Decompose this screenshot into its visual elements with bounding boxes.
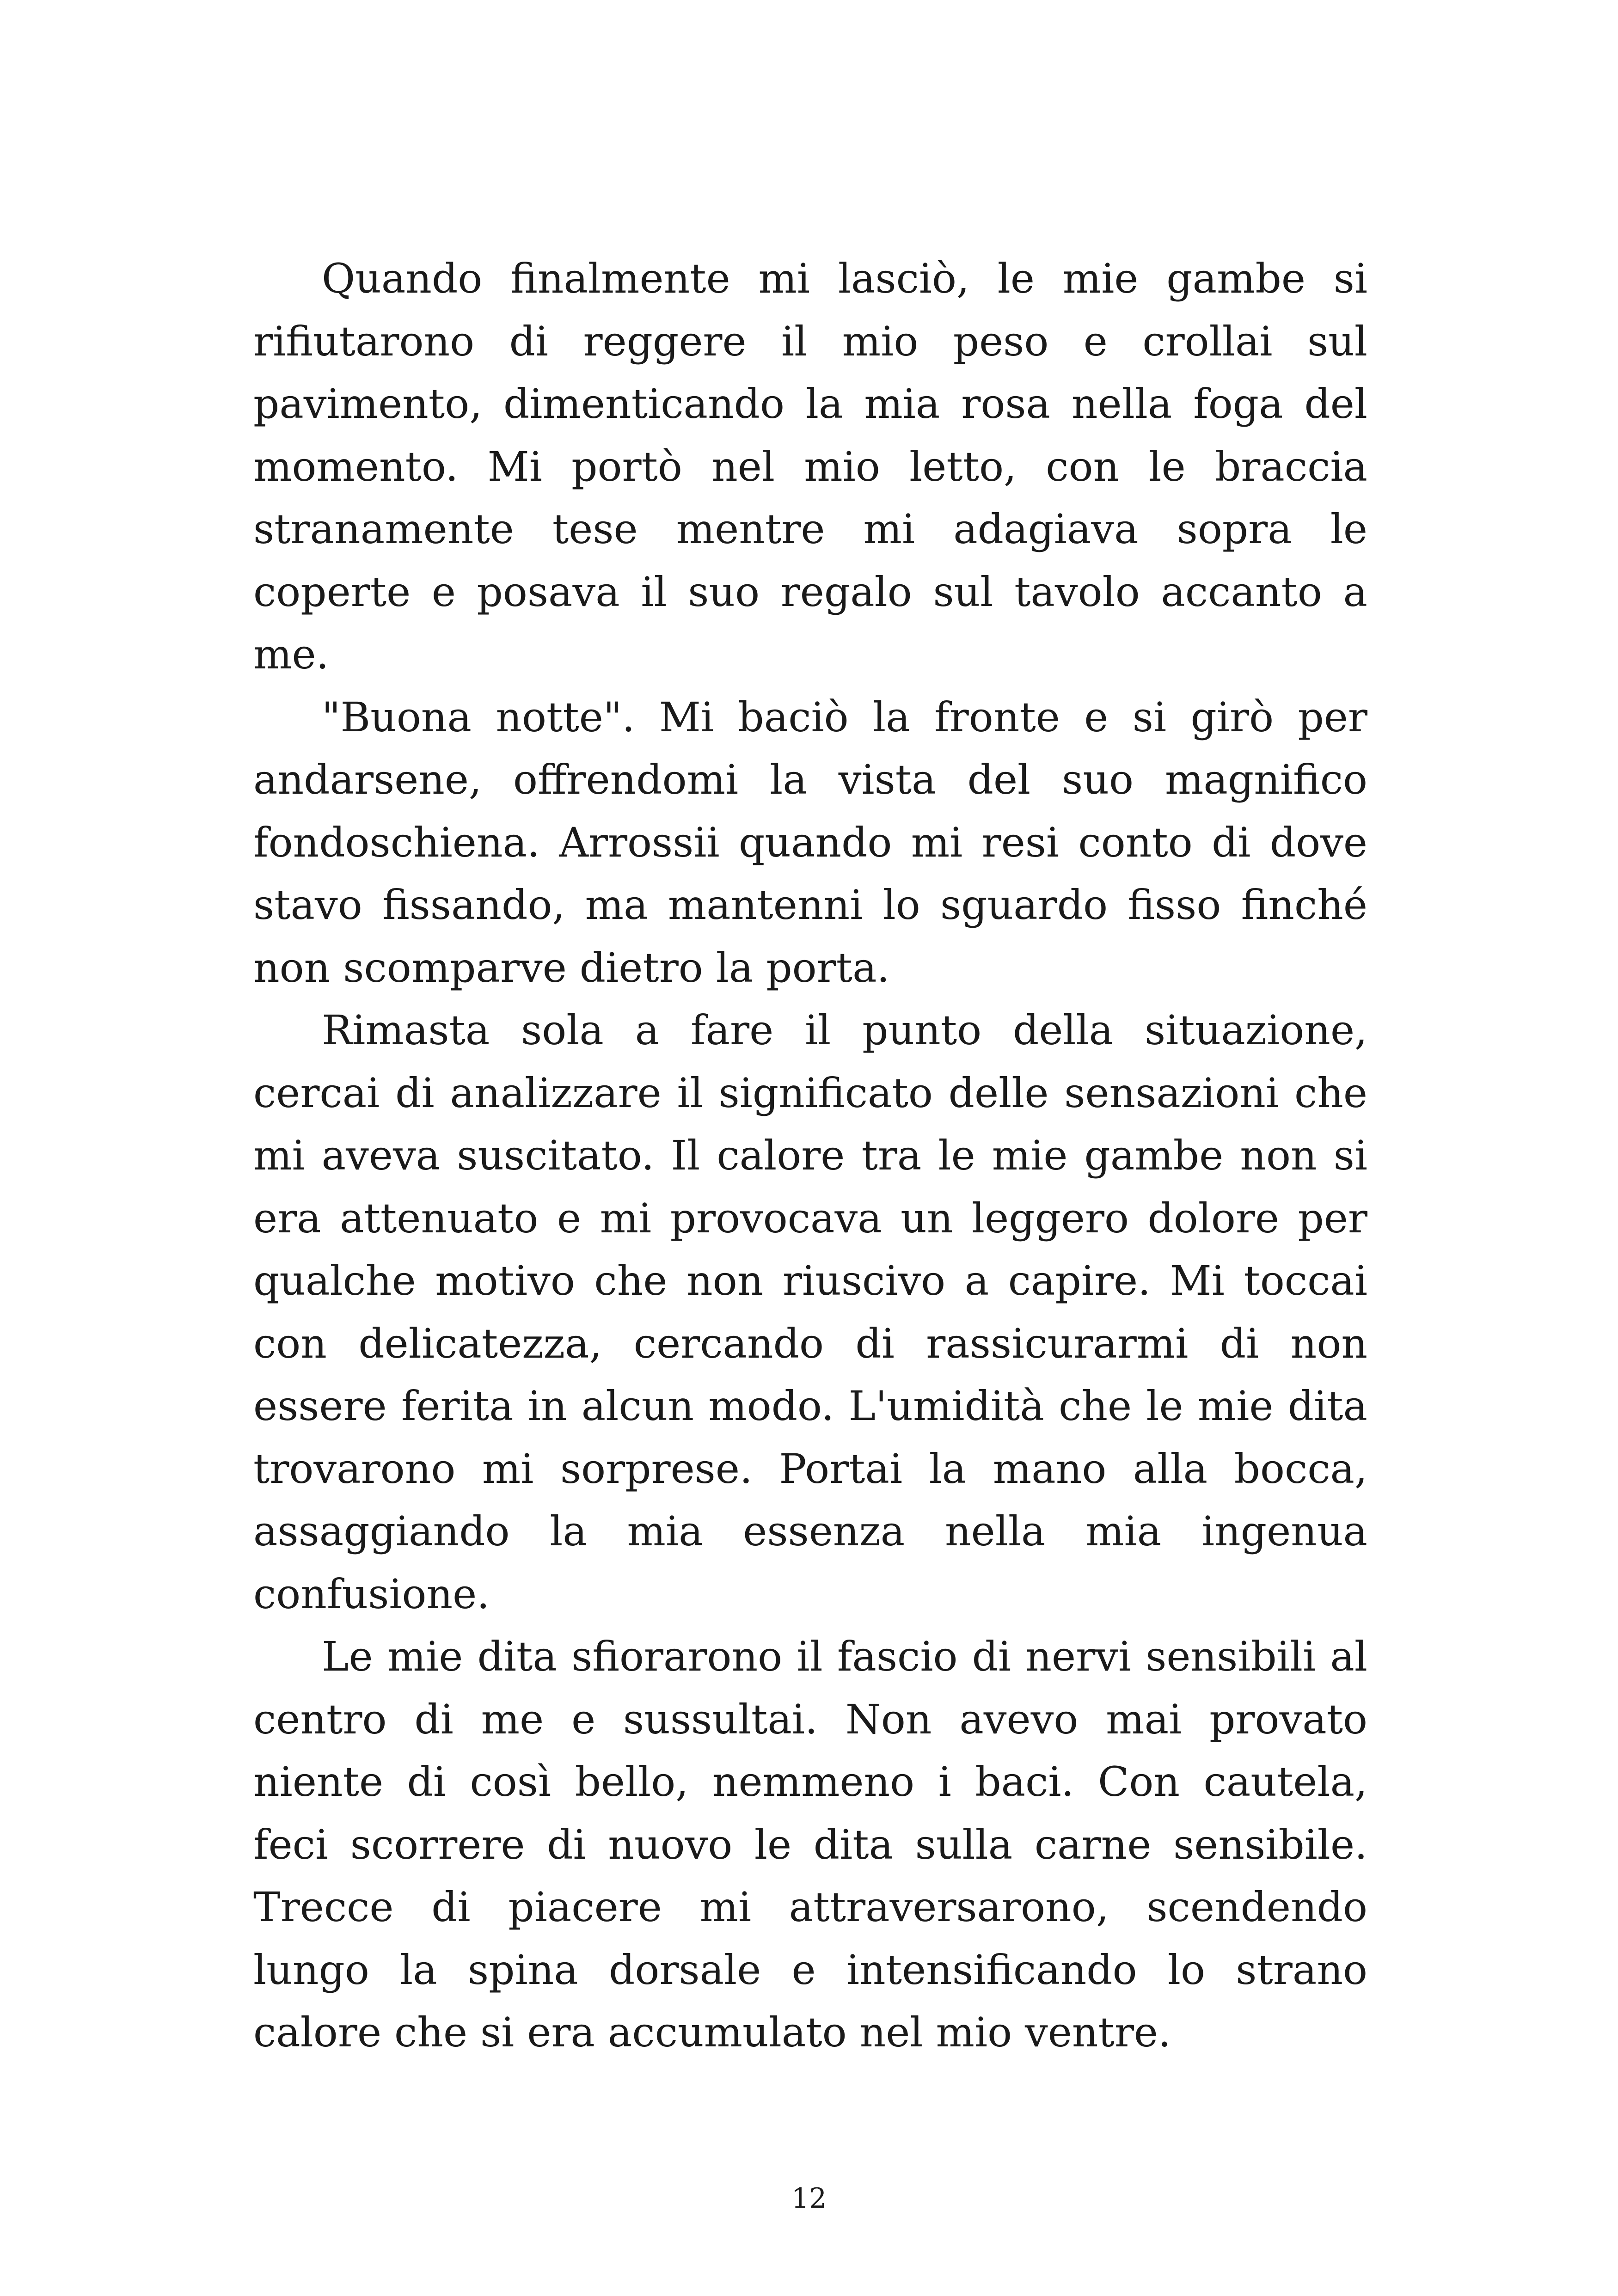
- body-text: [253, 247, 1367, 2064]
- paragraph-3: Rimasta sola a fare il punto della situazione, cercai di analizzare il significato delle sensazioni che mi aveva suscitato. Il calore tra le mie gambe non si era attenuato e mi provocava un leggero dolore per qualche motivo che non riuscivo a capire. Mi toccai con delicatezza, cercando di rassicurarmi di non essere ferita in alcun modo. L'umidità che le mie dita trovarono mi sorprese. Portai la mano alla bocca, assaggiando la mia essenza nella mia ingenua confusione.: [253, 1006, 1367, 1618]
- page-number: 12: [791, 2182, 827, 2215]
- paragraph-4: Le mie dita sfiorarono il fascio di nervi sensibili al centro di me e sussultai. Non avevo mai provato niente di così bello, nemmeno i baci. Con cautela, feci scorrere di nuovo le dita sulla carne sensibile. Trecce di piacere mi attraversarono, scendendo lungo la spina dorsale e intensificando lo strano calore che si era accumulato nel mio ventre.: [253, 1633, 1367, 2056]
- paragraph-1: Quando finalmente mi lasciò, le mie gambe si rifiutarono di reggere il mio peso e crollai sul pavimento, dimenticando la mia rosa nella foga del momento. Mi portò nel mio letto, con le braccia stranamente tese mentre mi adagiava sopra le coperte e posava il suo regalo sul tavolo accanto a me.: [253, 255, 1367, 678]
- paragraph-2: "Buona notte". Mi baciò la fronte e si girò per andarsene, offrendomi la vista del suo magnifico fondoschiena. Arrossii quando mi resi conto di dove stavo fissando, ma mantenni lo sguardo fisso finché non scomparve dietro la porta.: [253, 693, 1367, 992]
